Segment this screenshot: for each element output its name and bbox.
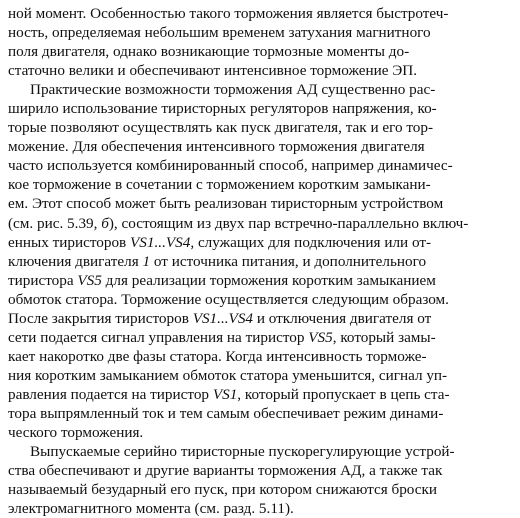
text-line xyxy=(8,290,514,309)
text-run: равления подается на тиристор xyxy=(8,385,213,403)
text-run: ), состоящим из двух пар встречно-параллельно включ- xyxy=(108,214,469,232)
text-line xyxy=(8,309,514,328)
text-line xyxy=(8,233,514,252)
text-run: от источника питания, и дополнительного xyxy=(150,252,427,270)
text-line xyxy=(8,42,514,61)
text-run: енных тиристоров xyxy=(8,233,131,251)
text-run: торые позволяют осуществлять как пуск двигателя, так и его тор- xyxy=(8,119,434,137)
text-line xyxy=(8,271,514,290)
text-line xyxy=(8,404,514,423)
component-designator: VS5 xyxy=(77,271,102,289)
text-line xyxy=(8,137,514,156)
text-line xyxy=(8,366,514,385)
text-line xyxy=(8,80,514,99)
text-run: , который пропускает в цепь ста- xyxy=(237,385,450,403)
text-run: и отключения двигателя от xyxy=(253,309,432,327)
text-run: ключения двигателя xyxy=(8,252,143,270)
text-line xyxy=(8,328,514,347)
text-run: ческого торможения. xyxy=(8,424,144,442)
text-line xyxy=(8,156,514,175)
paragraph-2 xyxy=(8,80,514,442)
text-run: Выпускаемые серийно тиристорные пускорегулирующие устрой- xyxy=(30,443,455,461)
text-line xyxy=(8,175,514,194)
text-line xyxy=(8,499,514,518)
text-line xyxy=(8,252,514,271)
text-line xyxy=(8,480,514,499)
text-run: ния коротким замыканием обмоток статора уменьшится, сигнал уп- xyxy=(8,366,448,384)
text-line xyxy=(8,385,514,404)
text-run: После закрытия тиристоров xyxy=(8,309,193,327)
text-line xyxy=(8,214,514,233)
text-run: называемый безударный его пуск, при котором снижаются броски xyxy=(8,481,438,499)
text-line xyxy=(8,461,514,480)
text-line xyxy=(8,118,514,137)
text-run: можение. Для обеспечения интенсивного торможения двигателя xyxy=(8,138,425,156)
text-run: часто используется комбинированный способ, например динамичес- xyxy=(8,157,453,175)
text-run: сети подается сигнал управления на тиристор xyxy=(8,328,309,346)
text-run: кает накоротко две фазы статора. Когда интенсивность торможе- xyxy=(8,347,427,365)
component-designator: VS1...VS4 xyxy=(192,309,254,327)
text-line xyxy=(8,194,514,213)
text-run: ства обеспечивают и другие варианты торможения АД, а также так xyxy=(8,462,443,480)
text-run: , который замы- xyxy=(332,328,436,346)
text-run: ной момент. Особенностью такого торможения является быстротеч- xyxy=(8,5,449,22)
text-line xyxy=(8,23,514,42)
figure-part-label: б xyxy=(101,214,109,232)
text-run: , служащих для подключения или от- xyxy=(190,233,432,251)
text-line xyxy=(8,423,514,442)
component-designator: VS5 xyxy=(308,328,333,346)
text-line xyxy=(8,99,514,118)
text-run: ширило использование тиристорных регуляторов напряжения, ко- xyxy=(8,100,437,118)
text-run: электромагнитного момента (см. разд. 5.11). xyxy=(8,500,294,518)
text-line xyxy=(8,347,514,366)
text-run: Практические возможности торможения АД существенно рас- xyxy=(30,81,436,99)
text-line xyxy=(8,61,514,80)
component-designator: VS1 xyxy=(212,385,238,403)
text-run: обмоток статора. Торможение осуществляется следующим образом. xyxy=(8,290,449,308)
text-run: кое торможение в сочетании с торможением коротким замыкани- xyxy=(8,176,431,194)
text-run: тора выпрямленный ток и тем самым обеспечивает режим динами- xyxy=(8,404,444,422)
text-run: (см. рис. 5.39, xyxy=(8,214,102,232)
component-designator: 1 xyxy=(142,252,151,270)
text-run: для реализации торможения коротким замыканием xyxy=(101,271,436,289)
text-line xyxy=(8,442,514,461)
text-run: ем. Этот способ может быть реализован тиристорным устройством xyxy=(8,195,444,213)
text-run: поля двигателя, однако возникающие тормозные моменты до- xyxy=(8,43,410,61)
text-run: тиристора xyxy=(8,271,78,289)
text-run: ность, определяемая небольшим временем затухания магнитного xyxy=(8,24,431,42)
component-designator: VS1...VS4 xyxy=(130,233,191,251)
paragraph-1 xyxy=(8,4,514,80)
text-run: статочно велики и обеспечивают интенсивное торможение ЭП. xyxy=(8,62,418,80)
text-line xyxy=(8,4,514,23)
